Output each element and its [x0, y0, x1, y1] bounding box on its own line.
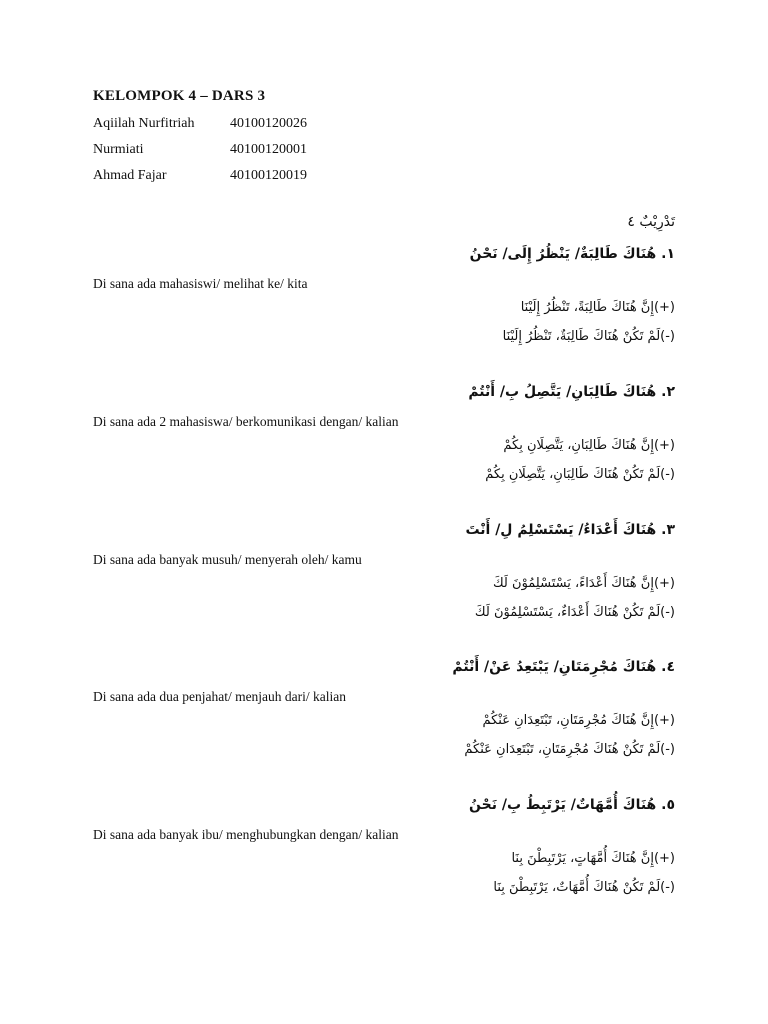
exercise-translation: Di sana ada banyak musuh/ menyerah oleh/ kamu	[93, 552, 362, 567]
negative-sentence: (-)لَمْ تَكُنْ هُنَاكَ مُجْرِمَتَانِ، تَبْتَعِدَانِ عَنْكُمْ	[464, 742, 675, 757]
document-heading: KELOMPOK 4 – DARS 3	[93, 88, 266, 104]
exercise-question: ٤. هُنَاكَ مُجْرِمَتَانِ/ يَبْتَعِدُ عَنْ/ أَنْتُمْ	[452, 659, 675, 675]
exercise-translation: Di sana ada 2 mahasiswa/ berkomunikasi dengan/ kalian	[93, 414, 399, 429]
exercise-question: ٣. هُنَاكَ أَعْدَاءُ/ يَسْتَسْلِمُ لِ/ أَنْتَ	[465, 522, 675, 538]
positive-sentence: (+)إِنَّ هُنَاكَ طَالِبَانِ، يَتَّصِلَانِ بِكُمْ	[503, 438, 675, 453]
positive-sentence: (+)إِنَّ هُنَاكَ مُجْرِمَتَانِ، تَبْتَعِدَانِ عَنْكُمْ	[482, 713, 675, 728]
negative-sentence: (-)لَمْ تَكُنْ هُنَاكَ أُمَّهَاتٌ، يَرْتَبِطْنَ بِنَا	[493, 880, 675, 895]
member-name: Nurmiati	[93, 142, 144, 157]
positive-sentence: (+)إِنَّ هُنَاكَ طَالِبَةً، تَنْظُرُ إِلَيْنَا	[520, 300, 675, 315]
exercise-translation: Di sana ada mahasiswi/ melihat ke/ kita	[93, 276, 308, 291]
exercise-title: تَدْرِيْبٌ ٤	[627, 214, 675, 230]
negative-sentence: (-)لَمْ تَكُنْ هُنَاكَ طَالِبَةٌ، تَنْظُرُ إِلَيْنَا	[502, 329, 675, 344]
positive-sentence: (+)إِنَّ هُنَاكَ أَعْدَاءً، يَسْتَسْلِمُوْنَ لَكَ	[492, 576, 675, 591]
exercise-translation: Di sana ada dua penjahat/ menjauh dari/ kalian	[93, 689, 347, 704]
negative-sentence: (-)لَمْ تَكُنْ هُنَاكَ طَالِبَانِ، يَتَّصِلَانِ بِكُمْ	[485, 467, 675, 482]
member-name: Ahmad Fajar	[93, 168, 167, 183]
member-nim: 40100120001	[230, 142, 307, 157]
exercise-question: ١. هُنَاكَ طَالِبَةٌ/ يَنْظُرُ إِلَى/ نَحْنُ	[469, 246, 675, 262]
exercise-question: ٢. هُنَاكَ طَالِبَانِ/ يَتَّصِلُ بِ/ أَنْتُمْ	[468, 384, 675, 400]
member-nim: 40100120026	[230, 116, 307, 131]
member-name: Aqiilah Nurfitriah	[93, 116, 195, 131]
exercise-translation: Di sana ada banyak ibu/ menghubungkan dengan/ kalian	[93, 827, 399, 842]
positive-sentence: (+)إِنَّ هُنَاكَ أُمَّهَاتٍ، يَرْتَبِطْنَ بِنَا	[511, 851, 675, 866]
member-nim: 40100120019	[230, 168, 307, 183]
exercise-question: ٥. هُنَاكَ أُمَّهَاتٌ/ يَرْتَبِطُ بِ/ نَحْنُ	[469, 797, 675, 813]
negative-sentence: (-)لَمْ تَكُنْ هُنَاكَ أَعْدَاءٌ، يَسْتَسْلِمُوْنَ لَكَ	[474, 605, 675, 620]
